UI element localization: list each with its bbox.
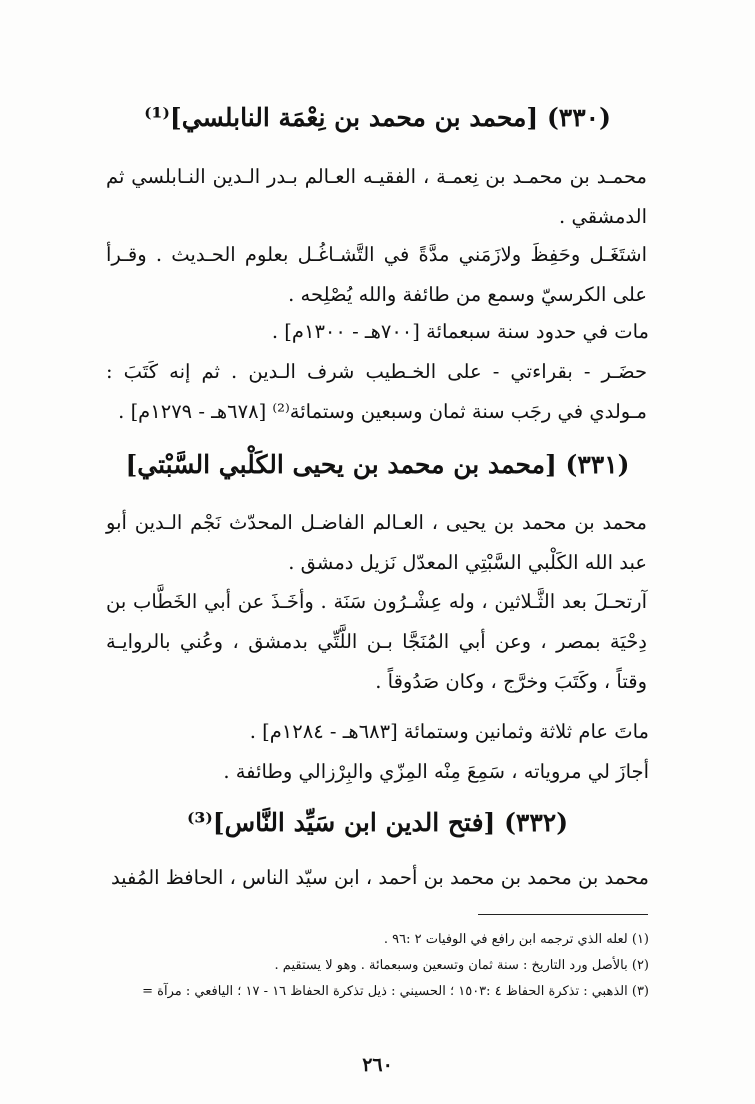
entry-330-paragraph-3: حضَـر - بقراءتي - على الخـطيب شرف الـدين . ثم إنه كَتَبَ : مـولدي في رجَب سنة ثمان وسبعين وستمائة⁽²⁾ [٦٧٨هـ - ١٢٧٩م] .: [106, 360, 647, 423]
entry-331-licence-line: أجازَ لي مروياته ، سَمِعَ مِنْه المِزّي والبِرْزالي وطائفة .: [223, 760, 649, 783]
entry-332-first-line: محمد بن محمد بن محمد بن أحمد ، ابن سيّد الناس ، الحافظ المُفيد: [110, 866, 649, 889]
entry-heading-331: (٣٣١) [محمد بن محمد بن يحيى الكَلْبي السَّبْتي]: [125, 450, 630, 479]
entry-331-paragraph-1: محمد بن محمد بن يحيى ، العـالم الفاضـل المحدّث نَجْم الـدين أبو عبد الله الكَلْبي السَّبْتِي المعدّل نَزيل دمشق .: [106, 511, 647, 574]
entry-330-paragraph-1: محمـد بن محمـد بن نِعمـة ، الفقيـه العـالم بـدر الـدين النـابلسي ثم الدمشقي .: [106, 165, 647, 228]
entry-heading-332: (٣٣٢) [فتح الدين ابن سَيِّد النَّاس]⁽³⁾: [186, 808, 569, 837]
page-number: ٢٦٠: [362, 1054, 393, 1076]
entry-heading-330: (٣٣٠) [محمد بن محمد بن نِعْمَة النابلسي]⁽¹⁾: [144, 103, 611, 132]
footnote-1: (١) لعله الذي ترجمه ابن رافع في الوفيات ٢ :٩٦ .: [383, 932, 649, 947]
entry-330-death-line: مات في حدود سنة سبعمائة [٧٠٠هـ - ١٣٠٠م] .: [271, 320, 649, 343]
entry-330-paragraph-2: اشتَغَـل وحَفِظَ ولازَمَني مدَّةً في التَّشـاغُـل بعلوم الحـديث . وقـرأ على الكرسيّ وسمع من طائفة والله يُصْلِحه .: [106, 243, 647, 306]
entry-331-paragraph-2: آرتحـلَ بعد الثَّـلاثين ، وله عِشْـرُون سَنَة . وأخَـذَ عن أبي الخَطَّاب بن دِحْيَة بمصر ، وعن أبي المُنَجَّا بـن اللَّتِّي بدمشق ، وعُني بالروايـة وقتاً ، وكَتَبَ وخرَّج ، وكان صَدُوقاً .: [106, 590, 647, 693]
footnote-3: (٣) الذهبي : تذكرة الحفاظ ٤ :١٥٠٣ ؛ الحسيني : ذيل تذكرة الحفاظ ١٦ - ١٧ ؛ اليافعي : مرآة =: [142, 984, 649, 999]
footnote-divider: [478, 914, 648, 915]
footnote-2: (٢) بالأصل ورد التاريخ : سنة ثمان وتسعين وسبعمائة . وهو لا يستقيم .: [274, 958, 649, 973]
entry-331-death-line: ماتَ عام ثلاثة وثمانين وستمائة [٦٨٣هـ - ١٢٨٤م] .: [249, 720, 649, 743]
